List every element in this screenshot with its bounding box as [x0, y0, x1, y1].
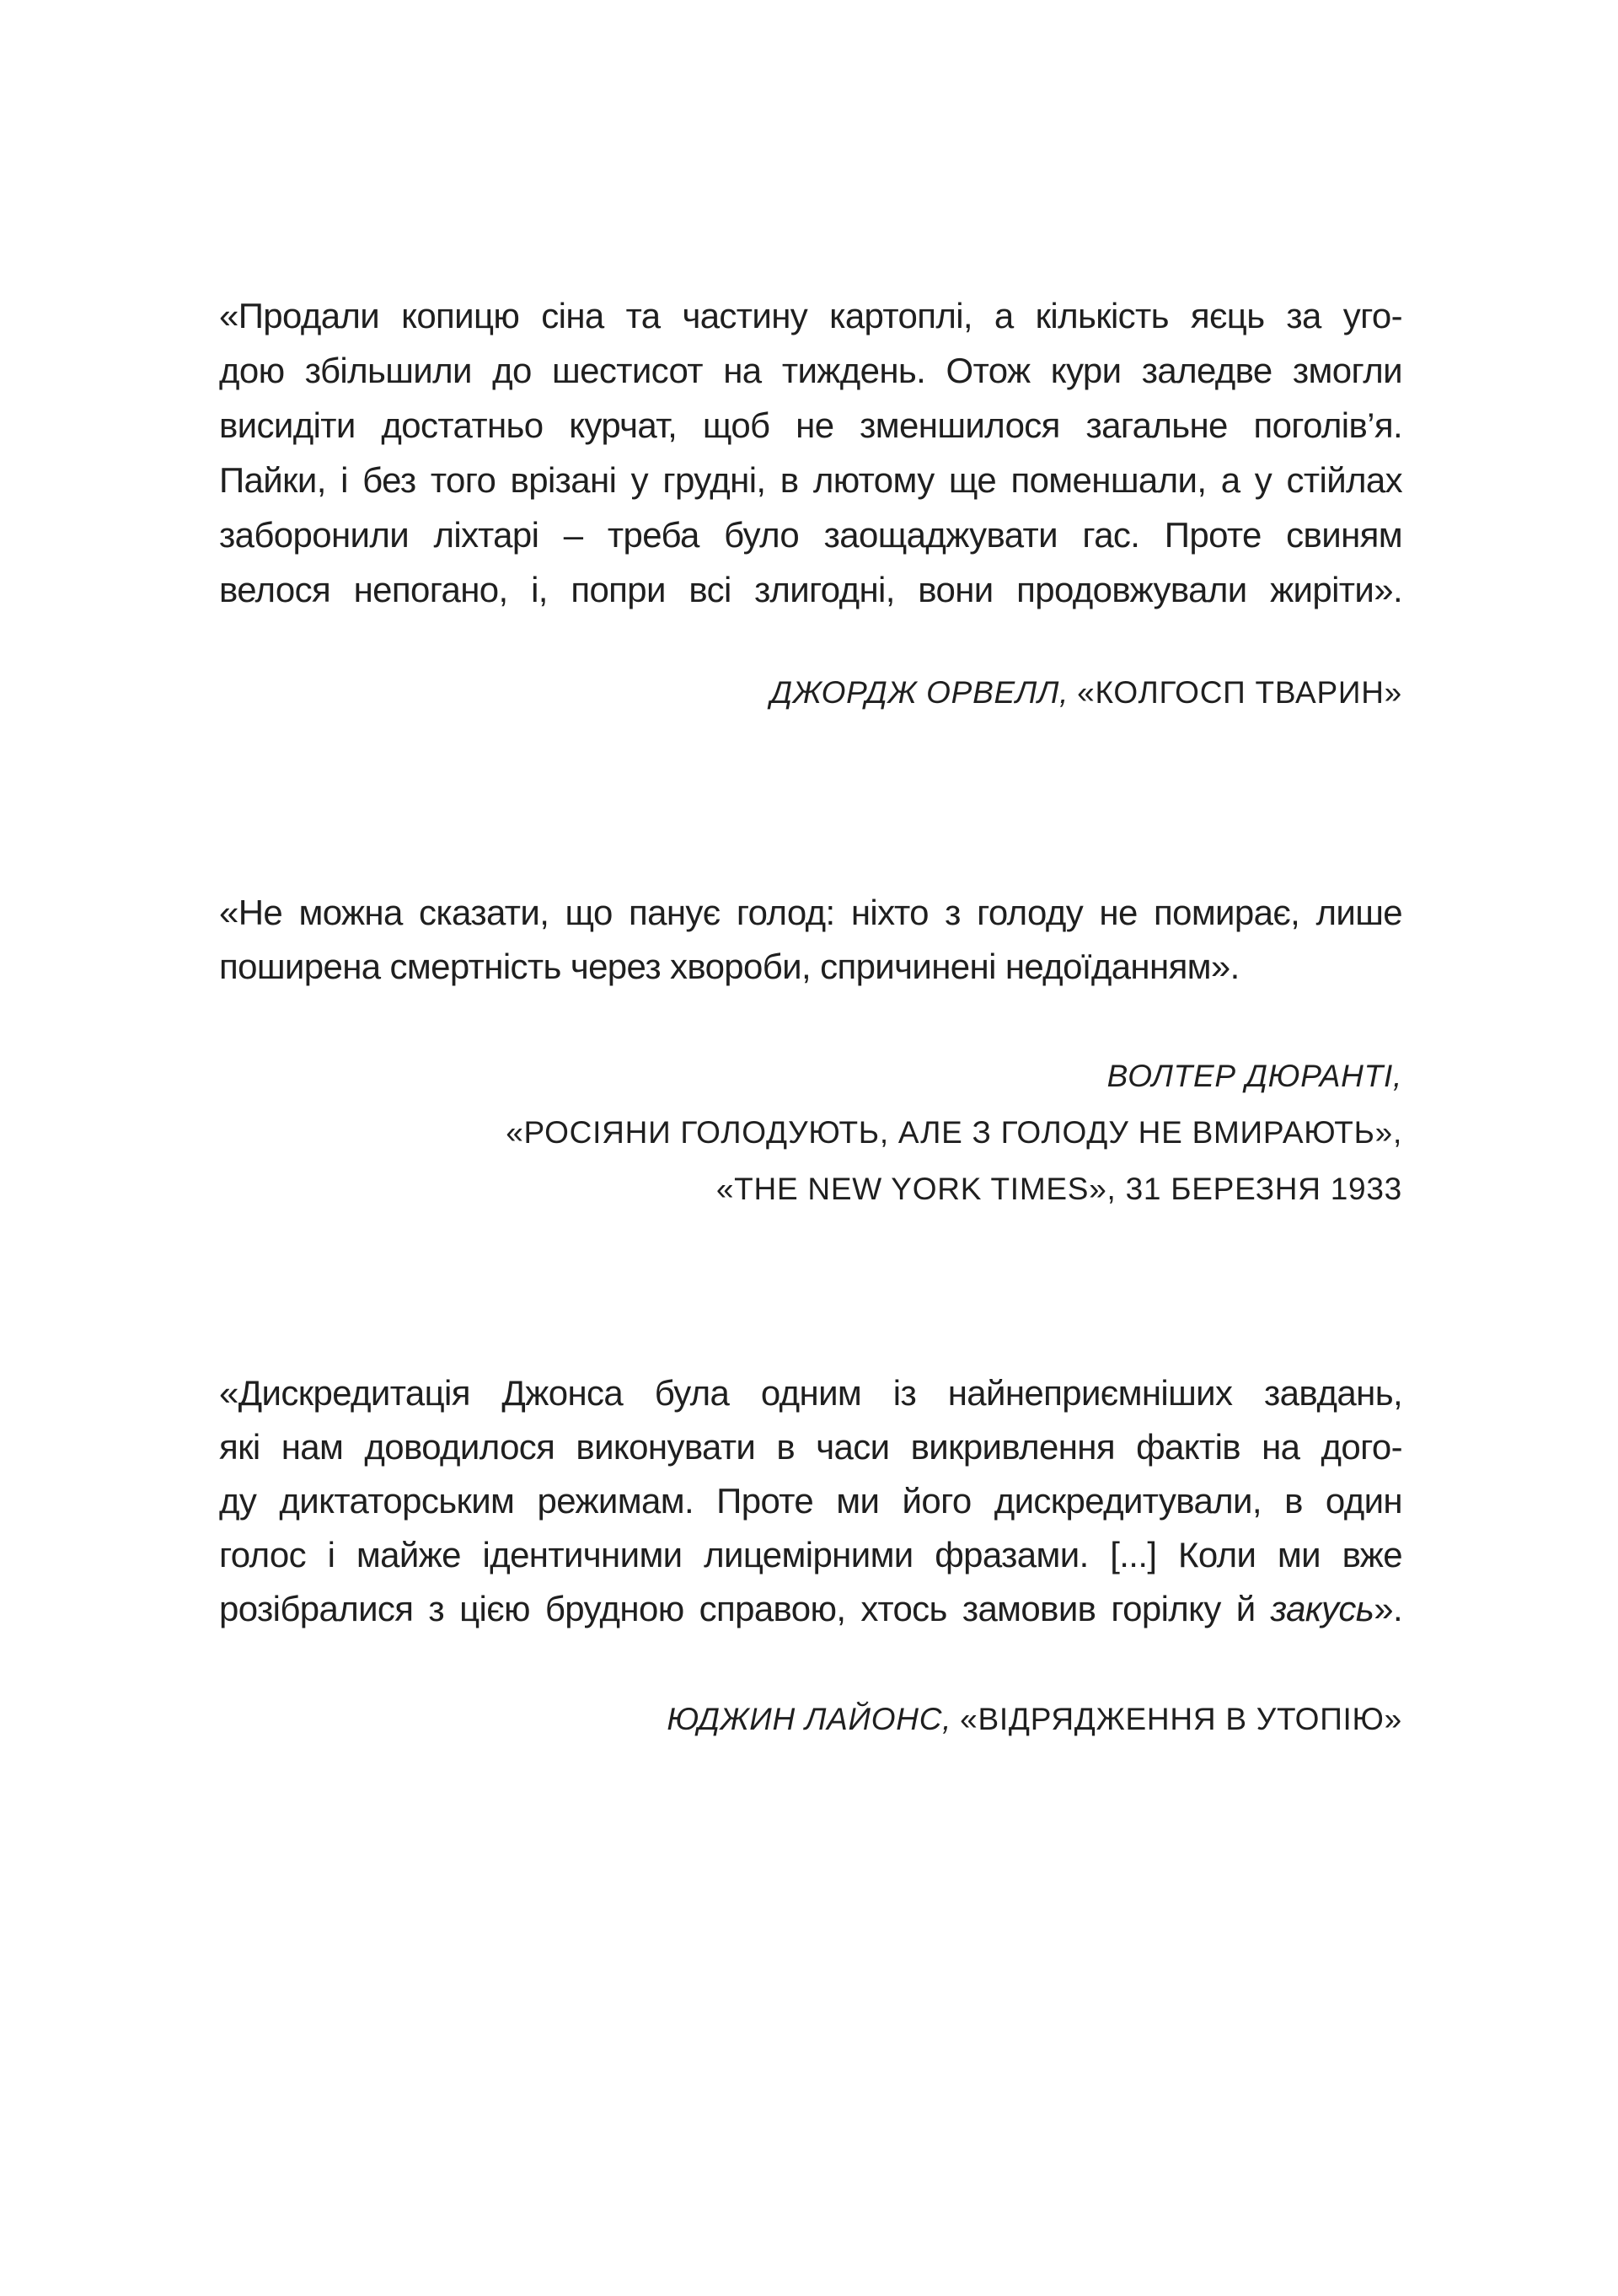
quote-line: які нам доводилося виконувати в часи викривлення фактів на дого- [219, 1427, 1402, 1467]
attribution-line [219, 1691, 1402, 1747]
quote-line-italic-word: закусь [1270, 1589, 1374, 1628]
attribution-line [219, 1048, 1402, 1104]
work-title: «ВІДРЯДЖЕННЯ В УТОПІЮ» [960, 1702, 1402, 1736]
publication-and-date: «THE NEW YORK TIMES», 31 БЕРЕЗНЯ 1933 [715, 1172, 1402, 1206]
attribution-line [219, 1161, 1402, 1217]
quote-line: заборонили ліхтарі – треба було заощаджувати гас. Проте свиням [219, 515, 1402, 555]
quote-line: «Продали копицю сіна та частину картоплі, а кількість яєць за уго- [219, 296, 1402, 335]
author-name: ВОЛТЕР ДЮРАНТІ, [1106, 1059, 1402, 1093]
quote-line [219, 1582, 1402, 1636]
quote-lyons [219, 1366, 1402, 1636]
quote-line-text: розібралися з цією брудною справою, хтось замовив горілку й [219, 1589, 1271, 1628]
quote-line: «Не можна сказати, що панує голод: ніхто з голоду не помирає, лише [219, 893, 1402, 932]
attribution-line [219, 1104, 1402, 1161]
quote-line: висидіти достатньо курчат, щоб не зменшилося загальне поголів’я. [219, 405, 1402, 445]
quote-line: Пайки, і без того врізані у грудні, в лютому ще поменшали, а у стійлах [219, 460, 1402, 500]
article-title: «РОСІЯНИ ГОЛОДУЮТЬ, АЛЕ З ГОЛОДУ НЕ ВМИРАЮТЬ», [506, 1115, 1402, 1150]
attribution-lyons [219, 1691, 1402, 1747]
attribution-line [219, 664, 1402, 721]
quote-orwell [219, 288, 1402, 617]
quote-line: поширена смертність через хвороби, спричинені недоїданням». [219, 947, 1240, 986]
quote-line: «Дискредитація Джонса була одним із найнеприємніших завдань, [219, 1373, 1402, 1413]
attribution-orwell [219, 664, 1402, 721]
quote-line: велося непогано, і, попри всі злигодні, вони продовжували жиріти». [219, 570, 1402, 609]
author-name: ЮДЖИН ЛАЙОНС, [667, 1702, 952, 1736]
quote-line-text: ». [1374, 1589, 1402, 1628]
quote-line: ду диктаторським режимам. Проте ми його дискредитували, в один [219, 1481, 1402, 1521]
quote-line: голос і майже ідентичними лицемірними фразами. [...] Коли ми вже [219, 1535, 1402, 1574]
quote-line: дою збільшили до шестисот на тиждень. Отож кури заледве змогли [219, 351, 1402, 390]
quote-duranty [219, 886, 1402, 994]
author-name: ДЖОРДЖ ОРВЕЛЛ, [769, 675, 1069, 710]
work-title: «КОЛГОСП ТВАРИН» [1077, 675, 1402, 710]
attribution-duranty [219, 1048, 1402, 1217]
